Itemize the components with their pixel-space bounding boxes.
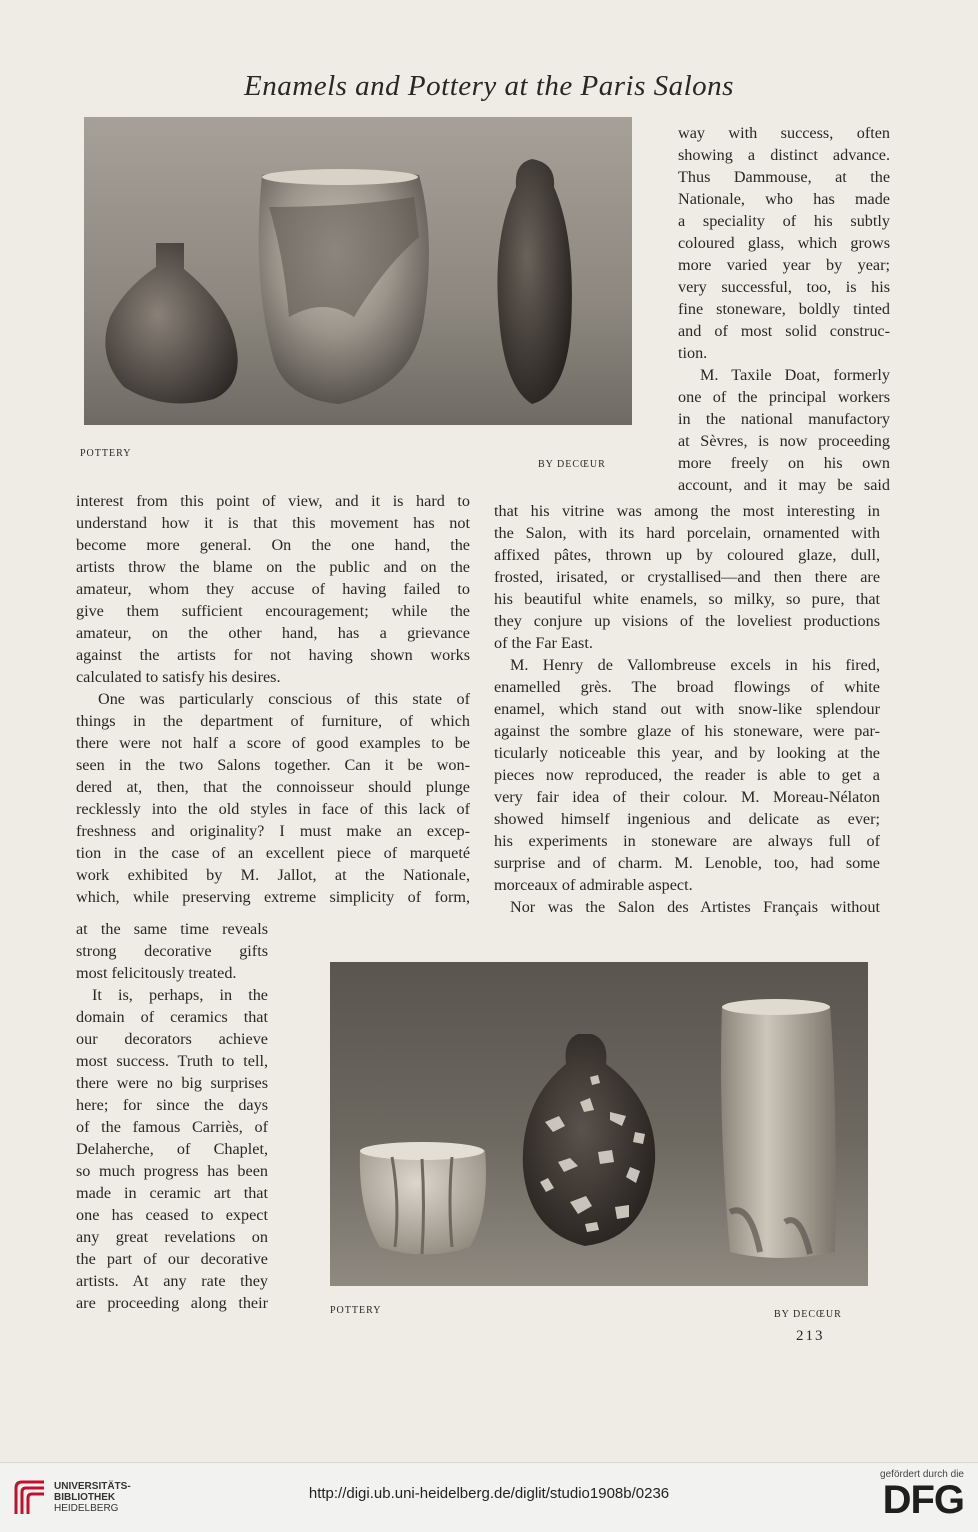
library-line3: HEIDELBERG (54, 1503, 119, 1514)
permalink-url[interactable]: http://digi.ub.uni-heidelberg.de/diglit/studio1908b/0236 (308, 1485, 670, 1502)
text-line: his beautiful white enamels, so milky, so pure, that (494, 590, 880, 608)
text-line: his experiments in stoneware are always full of (494, 832, 880, 850)
text-line: they conjure up visions of the loveliest productions (494, 612, 880, 630)
sponsor-label: gefördert durch die (880, 1469, 964, 1480)
text-line: against the sombre glaze of his stoneware, were par- (494, 722, 880, 740)
left-narrow-column (76, 918, 268, 1314)
text-line: very fair idea of their colour. M. Moreau-Nélaton (494, 788, 880, 806)
text-line: and of most solid construc- (678, 322, 890, 340)
figure2-label: POTTERY (330, 1305, 382, 1316)
text-line: tion. (678, 344, 708, 362)
text-line: affixed pâtes, thrown up by coloured glaze, dull, (494, 546, 880, 564)
text-line: enamelled grès. The broad flowings of white (494, 678, 880, 696)
text-line: in the national manufactory (678, 410, 890, 428)
text-line: the part of our decorative (76, 1250, 268, 1268)
figure2-credit: BY DECŒUR (774, 1309, 842, 1320)
text-line: give them sufficient encouragement; while the (76, 602, 470, 620)
left-column (76, 490, 470, 908)
text-line: showed himself ingenious and delicate as ever; (494, 810, 880, 828)
text-line: amateur, on the other hand, has a grievance (76, 624, 470, 642)
text-line: enamel, which stand out with snow-like splendour (494, 700, 880, 718)
text-line: Delaherche, of Chaplet, (76, 1140, 268, 1158)
text-line: calculated to satisfy his desires. (76, 668, 281, 686)
text-line: there were not half a score of good examples to be (76, 734, 470, 752)
text-line: against the artists for not having shown works (76, 646, 470, 664)
text-line: here; for since the days (76, 1096, 268, 1114)
text-line: artists. At any rate they (76, 1272, 268, 1290)
text-line: showing a distinct advance. (678, 146, 890, 164)
text-line: pieces now reproduced, the reader is able to get a (494, 766, 880, 784)
figure1-credit: BY DECŒUR (538, 459, 606, 470)
text-line: which, while preserving extreme simplicity of form, (76, 888, 470, 906)
text-line: one has ceased to expect (76, 1206, 268, 1224)
library-line2: BIBLIOTHEK (54, 1492, 116, 1503)
text-line: work exhibited by M. Jallot, at the Nationale, (76, 866, 470, 884)
text-line: dered at, then, that the connoisseur should plunge (76, 778, 470, 796)
text-line: that his vitrine was among the most interesting in (494, 502, 880, 520)
text-line: a speciality of his subtly (678, 212, 890, 230)
text-line: strong decorative gifts (76, 942, 268, 960)
text-line: morceaux of admirable aspect. (494, 876, 693, 894)
text-line: are proceeding along their (76, 1294, 268, 1312)
text-line: things in the department of furniture, of which (76, 712, 470, 730)
text-line: there were no big surprises (76, 1074, 268, 1092)
text-line: freshness and originality? I must make an excep- (76, 822, 470, 840)
footer-bar (0, 1462, 978, 1532)
page-number: 213 (796, 1328, 825, 1344)
text-line: ticularly noticeable this year, and by looking at the (494, 744, 880, 762)
page-title: Enamels and Pottery at the Paris Salons (244, 70, 734, 102)
text-line: artists throw the blame on the public and on the (76, 558, 470, 576)
text-line: tion in the case of an excellent piece of marqueté (76, 844, 470, 862)
text-line: the Salon, with its hard porcelain, ornamented with (494, 524, 880, 542)
text-line: at the same time reveals (76, 920, 268, 938)
text-line: understand how it is that this movement has not (76, 514, 470, 532)
text-line: at Sèvres, is now proceeding (678, 432, 890, 450)
text-line: most success. Truth to tell, (76, 1052, 268, 1070)
text-line: Thus Dammouse, at the (678, 168, 890, 186)
text-line: very successful, too, is his (678, 278, 890, 296)
sponsor-block (880, 1469, 964, 1520)
text-line: coloured glass, which grows (678, 234, 890, 252)
text-line: our decorators achieve (76, 1030, 268, 1048)
pottery-photo-bottom (330, 962, 868, 1286)
text-line: seen in the two Salons together. Can it be won- (76, 756, 470, 774)
text-line: most felicitously treated. (76, 964, 237, 982)
text-line: one of the principal workers (678, 388, 890, 406)
text-line: way with success, often (678, 124, 890, 142)
text-line: M. Taxile Doat, formerly (700, 366, 890, 384)
text-line: interest from this point of view, and it is hard to (76, 492, 470, 510)
text-line: It is, perhaps, in the (92, 986, 268, 1004)
text-line: recklessly into the old styles in face of this lack of (76, 800, 470, 818)
text-line: M. Henry de Vallombreuse excels in his fired, (510, 656, 880, 674)
right-column-top (678, 122, 890, 496)
library-line1: UNIVERSITÄTS- (54, 1481, 131, 1492)
text-line: amateur, whom they accuse of having failed to (76, 580, 470, 598)
text-line: of the famous Carriès, of (76, 1118, 268, 1136)
text-line: frosted, irisated, or crystallised—and then there are (494, 568, 880, 586)
text-line: more freely on his own (678, 454, 890, 472)
text-line: so much progress has been (76, 1162, 268, 1180)
text-line: Nor was the Salon des Artistes Français without (510, 898, 880, 916)
pottery-photo-top (84, 117, 632, 425)
text-line: more varied year by year; (678, 256, 890, 274)
text-line: fine stoneware, boldly tinted (678, 300, 890, 318)
text-line: made in ceramic art that (76, 1184, 268, 1202)
text-line: become more general. On the one hand, the (76, 536, 470, 554)
dfg-logo: DFG (882, 1478, 964, 1522)
text-line: One was particularly conscious of this state of (98, 690, 470, 708)
text-line: of the Far East. (494, 634, 593, 652)
text-line: Nationale, who has made (678, 190, 890, 208)
right-column (494, 500, 880, 918)
text-line: account, and it may be said (678, 476, 890, 494)
text-line: any great revelations on (76, 1228, 268, 1246)
figure1-label: POTTERY (80, 448, 132, 459)
text-line: surprise and of charm. M. Lenoble, too, had some (494, 854, 880, 872)
text-line: domain of ceramics that (76, 1008, 268, 1026)
